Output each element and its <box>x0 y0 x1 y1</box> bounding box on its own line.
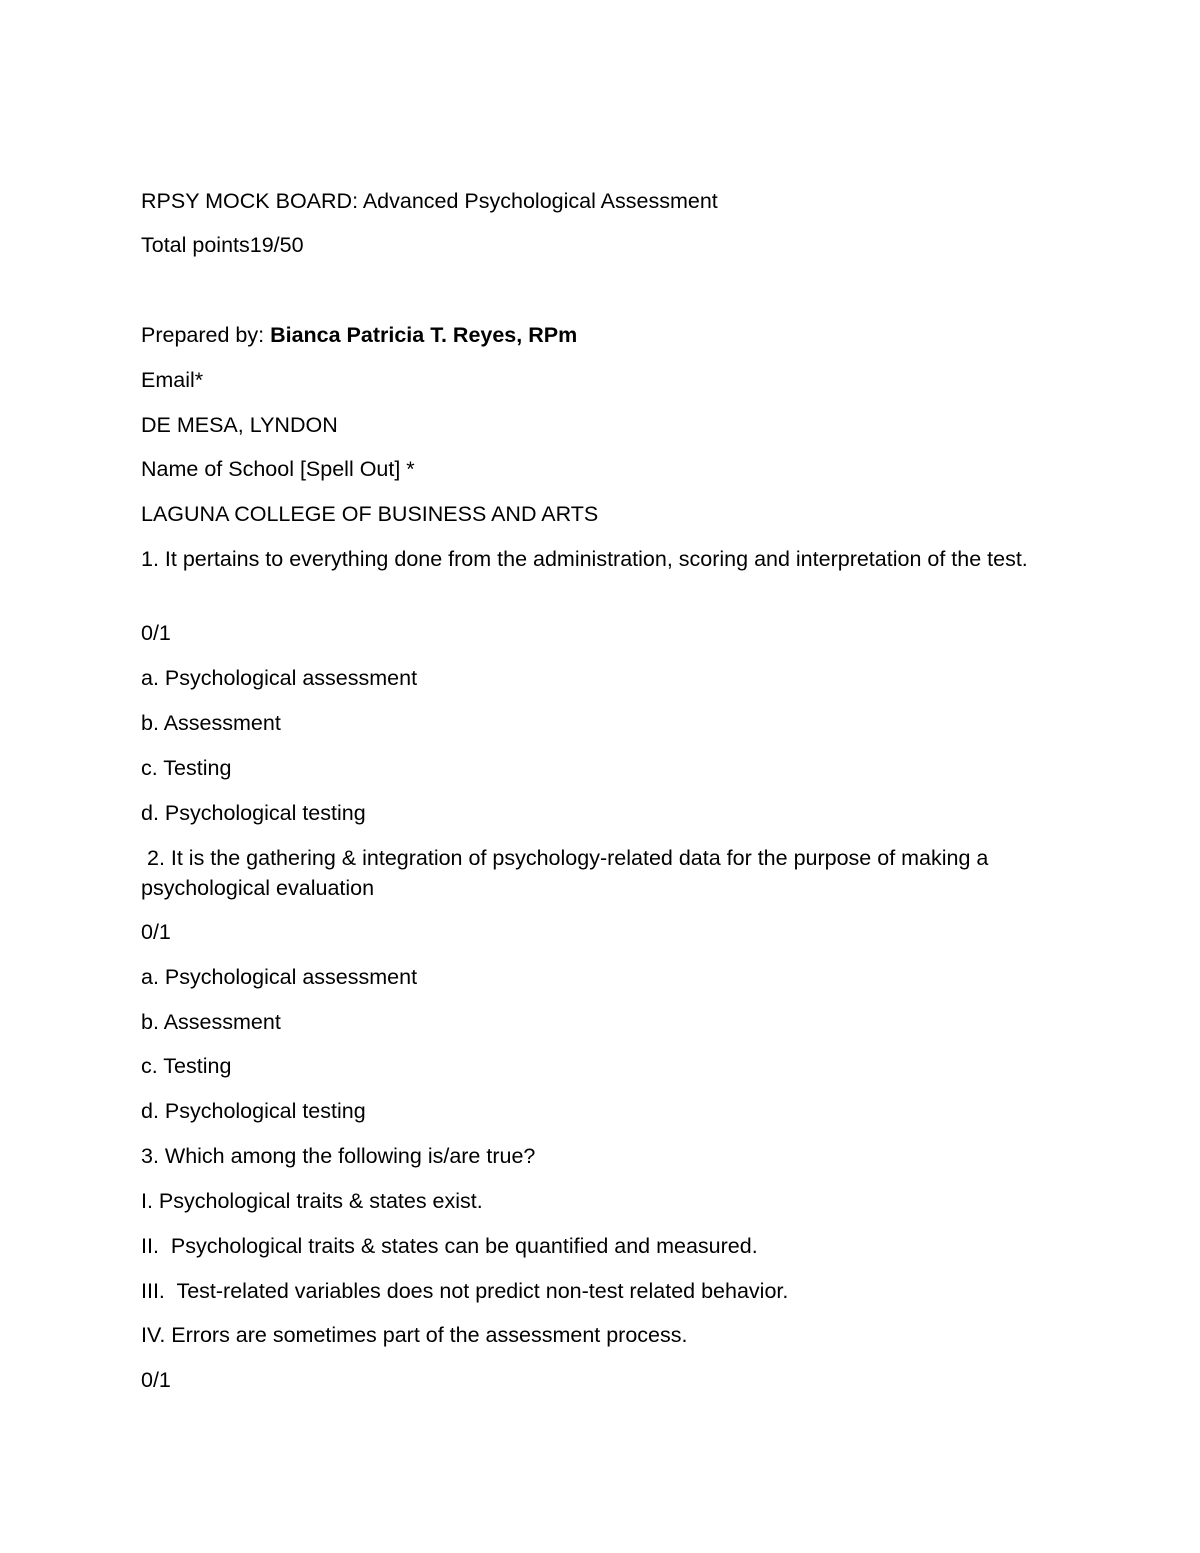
question-3-statement-1: I. Psychological traits & states exist. <box>141 1189 483 1213</box>
prepared-by <box>141 322 577 348</box>
question-2-option-c: c. Testing <box>141 1054 232 1078</box>
document-title: RPSY MOCK BOARD: Advanced Psychological Assessment <box>141 189 718 213</box>
email-label: Email* <box>141 368 204 392</box>
prepared-by-label: Prepared by: <box>141 323 271 347</box>
preparer-name: Bianca Patricia T. Reyes, RPm <box>270 323 578 347</box>
question-3-statement-3: III. Test-related variables does not predict non-test related behavior. <box>141 1279 789 1303</box>
question-1-score: 0/1 <box>141 621 171 645</box>
question-2-option-b: b. Assessment <box>141 1010 281 1034</box>
question-2-score: 0/1 <box>141 920 171 944</box>
question-3-statement-2: II. Psychological traits & states can be quantified and measured. <box>141 1234 758 1258</box>
question-3-text: 3. Which among the following is/are true? <box>141 1144 536 1168</box>
school-value: LAGUNA COLLEGE OF BUSINESS AND ARTS <box>141 502 599 526</box>
question-1-option-c: c. Testing <box>141 756 232 780</box>
question-1-option-b: b. Assessment <box>141 711 281 735</box>
question-1-text: 1. It pertains to everything done from the administration, scoring and interpretation of the test. <box>141 547 1028 571</box>
question-2-option-a: a. Psychological assessment <box>141 965 418 989</box>
question-3-score: 0/1 <box>141 1368 171 1392</box>
question-2-text: 2. It is the gathering & integration of psychology-related data for the purpose of making a psychological evaluation <box>141 846 995 900</box>
question-1-option-d: d. Psychological testing <box>141 801 366 825</box>
question-1-option-a: a. Psychological assessment <box>141 666 418 690</box>
school-label: Name of School [Spell Out] * <box>141 457 415 481</box>
question-3-statement-4: IV. Errors are sometimes part of the assessment process. <box>141 1323 688 1347</box>
question-2-option-d: d. Psychological testing <box>141 1099 366 1123</box>
email-value: DE MESA, LYNDON <box>141 413 338 437</box>
total-points: Total points19/50 <box>141 233 304 257</box>
